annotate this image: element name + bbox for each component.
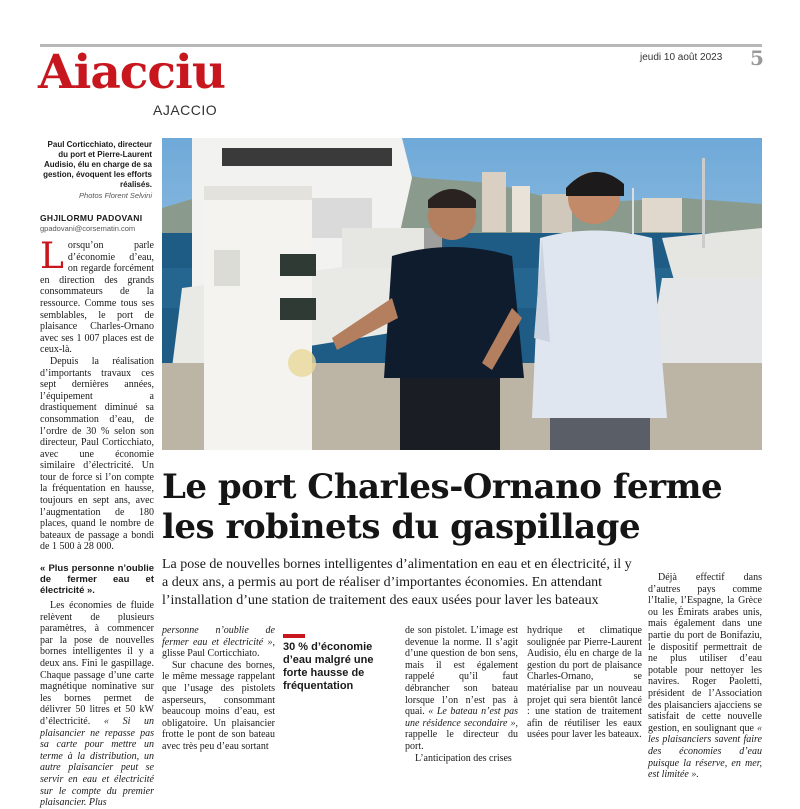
paragraph: Les économies de fluide relèvent de plusieurs paramètres, à commencer par la pose de nouvelles bornes intelligentes il y a deux ans. Fini le gaspillage. Chaque passage d’une carte magnétique nominative sur les bornes permet de délivrer 50 litres et 50 kW d’électricité. — [40, 600, 154, 727]
photo-caption — [40, 140, 152, 201]
article-photo — [162, 138, 762, 450]
paragraph: de son pistolet. L’image est devenue la norme. Il s’agit d’une question de bon sens, mais il est également rappelé qu’il faut débrancher son bateau lorsque l’on n’est pas à quai. — [405, 625, 518, 718]
issue-date: jeudi 10 août 2023 — [640, 52, 723, 63]
paragraph: Déjà effectif dans d’autres pays comme l’Italie, l’Espagne, la Grèce ou les Émirats arabes unis, mais également dans une partie du port de Bonifaziu, le dispositif permettrait de ne plus utiliser d’eau potable pour nettoyer les navires. Roger Paoletti, président de l’Association des plaisanciers ajacciens se satisfait de cette nouvelle gestion, en soulignant que — [648, 572, 762, 734]
quote-text: « Si un plaisancier ne repasse pas sa carte pour mettre un terme à la distribution, un autre plaisancier peut se servir en eau et électricité sur le compte du premier plaisancier. Plus — [40, 715, 154, 809]
pull-quote — [283, 634, 395, 693]
article-column-4 — [527, 625, 642, 741]
article-standfirst: La pose de nouvelles bornes intelligentes d’alimentation en eau et en électricité, il y a deux ans, a permis au port de réaliser d’importantes économies. En attendant l’installation d’une station de traitement des eaux usées pour laver les bateaux — [162, 557, 632, 608]
pull-quote-bar — [283, 634, 305, 638]
quote-text: « les plaisanciers savent faire des économies d’eau puisque la réserve, en mer, est limitée ». — [648, 722, 762, 781]
photo-credit: Photos Florent Selvini — [79, 191, 152, 200]
intertitle: « Plus personne n’oublie de fermer eau et électricité ». — [40, 563, 154, 597]
article-column-3 — [405, 625, 518, 764]
paragraph: Sur chacune des bornes, le même message rappelant que l’usage des pistolets asperseurs, consommant beaucoup moins d’eau, est obligatoire. Un plaisancier frotte le pont de son bateau avec très peu d’eau sortant — [162, 659, 275, 752]
article-column-1 — [40, 236, 154, 809]
paragraph: orsqu’on parle d’économie d’eau, on regarde forcément en direction des grands consommateurs de la ressource. Comme tous ses semblables, le port de plaisance Charles-Ornano avec ses 1 007 places est de ceux-là. — [40, 240, 154, 356]
section-label: AJACCIO — [153, 102, 218, 118]
page-number: 5 — [750, 46, 764, 70]
masthead-title: Aiacciu — [38, 45, 226, 100]
drop-cap: L — [40, 236, 64, 277]
article-column-5 — [648, 572, 762, 781]
paragraph: Depuis la réalisation d’importants travaux ces sept dernières années, l’équipement a drastiquement diminué sa consommation d’eau, de l’ordre de 30 % selon son directeur, Paul Corticchiato, avec une économie similaire d’électricité. Un tour de force si l’on compte la fréquentation en hausse, toujours en sept ans, avec l’augmentation de 180 places, quand le nombre de bateaux de passage a bondi de 1 500 à 28 000. — [40, 355, 154, 553]
author-byline: GHJILORMU PADOVANI — [40, 213, 143, 223]
article-column-2 — [162, 625, 275, 753]
quote-text: « Le bateau n’est pas une résidence secondaire » — [405, 706, 518, 729]
paragraph: , glisse Paul Corticchiato. — [162, 636, 275, 660]
quote-text: personne n’oublie de fermer eau et électricité » — [162, 625, 275, 648]
paragraph: hydrique et climatique soulignée par Pierre-Laurent Audisio, élu en charge de la gestion du port de plaisance Charles-Ornano, se matérialise par un nouveau projet qui sera bientôt lancé : une station de traitement afin de réutiliser les eaux usées pour laver les bateaux. — [527, 625, 642, 741]
paragraph: , rappelle le directeur du port. — [405, 717, 518, 752]
pull-quote-text: 30 % d’économie d’eau malgré une forte hausse de fréquentation — [283, 641, 374, 692]
author-email[interactable]: gpadovani@corsematin.com — [40, 224, 136, 233]
article-headline: Le port Charles-Ornano ferme les robinets du gaspillage — [162, 467, 723, 547]
paragraph: L’anticipation des crises — [415, 752, 512, 764]
port-photo-illustration — [162, 138, 762, 450]
caption-text: Paul Corticchiato, directeur du port et Pierre-Laurent Audisio, élu en charge de sa gestion, évoquent les efforts réalisés. — [43, 140, 152, 189]
